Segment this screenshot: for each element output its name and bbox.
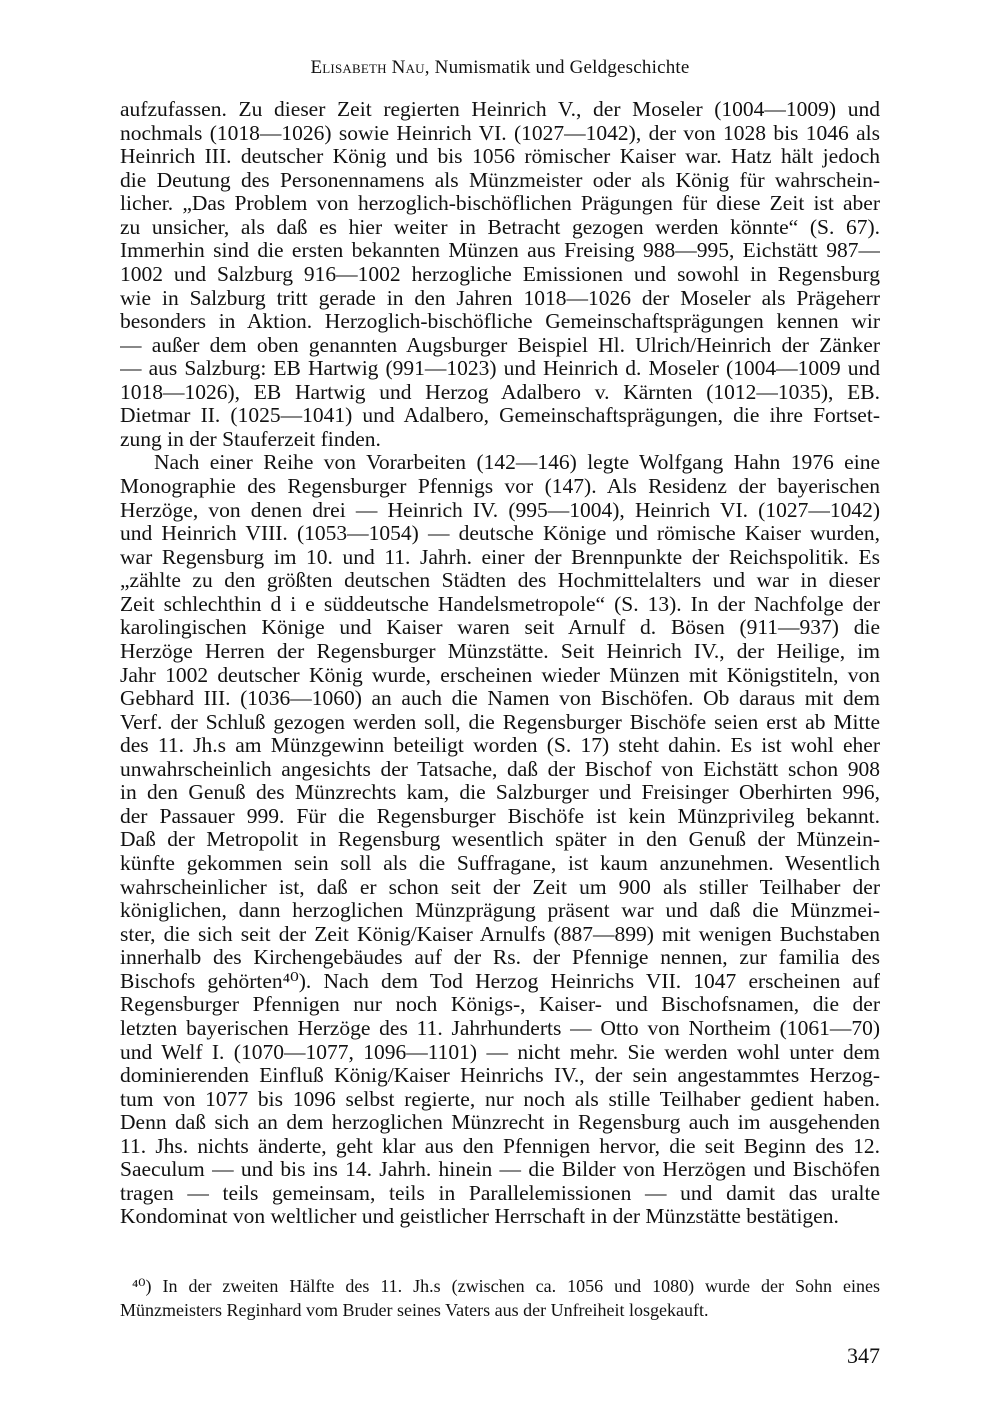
text-line: Gebhard III. (1036—1060) an auch die Namen von Bischöfen. Ob daraus mit dem: [120, 687, 880, 711]
text-line: letzten bayerischen Herzöge des 11. Jahrhunderts — Otto von Northeim (1061—70): [120, 1016, 880, 1040]
text-line: unwahrscheinlich angesichts der Tatsache, daß der Bischof von Eichstätt schon 908: [120, 757, 880, 781]
page-number: 347: [847, 1343, 880, 1368]
text-line: Monographie des Regensburger Pfennigs vor (147). Als Residenz der bayerischen: [120, 475, 880, 498]
text-line: aufzufassen. Zu dieser Zeit regierten Heinrich V., der Moseler (1004—1009) und: [120, 98, 880, 121]
text-line: besonders in Aktion. Herzoglich-bischöfliche Gemeinschaftsprägungen kennen wir: [120, 310, 880, 334]
text-line: zung in der Stauferzeit finden.: [120, 427, 381, 451]
text-line: der Passauer 999. Für die Regensburger Bischöfe ist kein Münzprivileg bekannt.: [120, 804, 880, 828]
text-line: Kondominat von weltlicher und geistlicher Herrschaft in der Münzstätte bestätigen.: [120, 1205, 839, 1229]
running-header: [0, 57, 1000, 79]
text-line: ster, die sich seit der Zeit König/Kaiser Arnulfs (887—899) mit wenigen Buchstaben: [120, 922, 880, 946]
text-line: zu unsicher, als daß es hier weiter in Betracht gezogen werden könnte“ (S. 67).: [120, 215, 880, 239]
body-text: [120, 98, 880, 1229]
text-line: tragen — teils gemeinsam, teils in Parallelemissionen — und damit das uralte: [120, 1181, 880, 1205]
text-line: 1002 und Salzburg 916—1002 herzogliche Emissionen und sowohl in Regensburg: [120, 262, 880, 286]
text-line: künfte gekommen sein soll als die Suffragane, ist kaum anzunehmen. Wesentlich: [120, 852, 880, 875]
text-line: licher. „Das Problem von herzoglich-bischöflichen Prägungen für diese Zeit ist aber: [120, 192, 880, 216]
text-line: und Welf I. (1070—1077, 1096—1101) — nicht mehr. Sie werden wohl unter dem: [120, 1040, 880, 1064]
text-line: Nach einer Reihe von Vorarbeiten (142—146) legte Wolfgang Hahn 1976 eine: [154, 451, 880, 475]
text-line: und Heinrich VIII. (1053—1054) — deutsche Könige und römische Kaiser wurden,: [120, 522, 880, 546]
text-line: Verf. der Schluß gezogen werden soll, die Regensburger Bischöfe seien erst ab Mitte: [120, 710, 880, 734]
text-line: wie in Salzburg tritt gerade in den Jahren 1018—1026 der Moseler als Prägeherr: [120, 286, 880, 310]
text-line: Immerhin sind die ersten bekannten Münzen aus Freising 988—995, Eichstätt 987—: [120, 239, 880, 263]
text-line: die Deutung des Personennamens als Münzmeister oder als König für wahrschein-: [120, 168, 880, 192]
header-author: Elisabeth Nau: [310, 57, 425, 78]
footnote-line: Münzmeisters Reginhard vom Bruder seines Vaters aus der Unfreiheit losgekauft.: [120, 1300, 709, 1320]
text-line: — außer dem oben genannten Augsburger Beispiel Hl. Ulrich/Heinrich der Zänker: [120, 333, 880, 357]
text-line: in den Genuß des Münzrechts kam, die Salzburger und Freisinger Oberhirten 996,: [120, 781, 880, 805]
text-line: nochmals (1018—1026) sowie Heinrich VI. (1027—1042), der von 1028 bis 1046 als: [120, 121, 880, 145]
text-line: innerhalb des Kirchengebäudes auf der Rs. der Pfennige nennen, zur familia des: [120, 946, 880, 970]
text-line: Saeculum — und bis ins 14. Jahrh. hinein — die Bilder von Herzögen und Bischöfen: [120, 1158, 880, 1182]
text-line: Daß der Metropolit in Regensburg wesentlich später in den Genuß der Münzein-: [120, 828, 880, 852]
header-title: , Numismatik und Geldgeschichte: [424, 57, 690, 78]
text-line: des 11. Jh.s am Münzgewinn beteiligt worden (S. 17) steht dahin. Es ist wohl eher: [120, 734, 880, 758]
footnotes: [120, 1274, 880, 1322]
text-line: „zählte zu den größten deutschen Städten des Hochmittelalters und war in dieser: [120, 569, 880, 593]
text-line: Heinrich III. deutscher König und bis 1056 römischer Kaiser war. Hatz hält jedoch: [120, 145, 880, 169]
text-line: war Regensburg im 10. und 11. Jahrh. einer der Brennpunkte der Reichspolitik. Es: [120, 545, 880, 569]
text-line: Herzöge, von denen drei — Heinrich IV. (995—1004), Heinrich VI. (1027—1042): [120, 498, 880, 522]
text-line: Dietmar II. (1025—1041) und Adalbero, Gemeinschaftsprägungen, die ihre Fortset-: [120, 404, 880, 428]
text-line: tum von 1077 bis 1096 selbst regierte, nur noch als stille Teilhaber gedient haben.: [120, 1087, 880, 1111]
text-line: königlichen, dann herzoglichen Münzprägung präsent war und daß die Münzmei-: [120, 899, 880, 923]
text-line: — aus Salzburg: EB Hartwig (991—1023) und Heinrich d. Moseler (1004—1009 und: [120, 357, 880, 381]
text-line: Herzöge Herren der Regensburger Münzstätte. Seit Heinrich IV., der Heilige, im: [120, 639, 880, 663]
text-line: karolingischen Könige und Kaiser waren seit Arnulf d. Bösen (911—937) die: [120, 616, 880, 640]
text-line: Jahr 1002 deutscher König wurde, erscheinen wieder Münzen mit Königstiteln, von: [120, 663, 880, 687]
text-line: 11. Jhs. nichts änderte, geht klar aus den Pfennigen hervor, die seit Beginn des 12.: [120, 1134, 880, 1158]
text-line: Bischofs gehörten⁴⁰). Nach dem Tod Herzog Heinrichs VII. 1047 erscheinen auf: [120, 969, 880, 993]
text-line: dominierenden Einfluß König/Kaiser Heinrichs IV., der sein angestammtes Herzog-: [120, 1064, 880, 1088]
text-line: wahrscheinlicher ist, daß er schon seit der Zeit um 900 als stiller Teilhaber der: [120, 875, 880, 899]
text-line: Zeit schlechthin d i e süddeutsche Handelsmetropole“ (S. 13). In der Nachfolge der: [120, 592, 880, 616]
footnote-line: ⁴⁰) In der zweiten Hälfte des 11. Jh.s (zwischen ca. 1056 und 1080) wurde der Sohn eines: [132, 1276, 880, 1296]
text-line: 1018—1026), EB Hartwig und Herzog Adalbero v. Kärnten (1012—1035), EB.: [120, 380, 880, 404]
text-line: Denn daß sich an dem herzoglichen Münzrecht in Regensburg auch im ausgehenden: [120, 1111, 880, 1135]
text-line: Regensburger Pfennigen nur noch Königs-, Kaiser- und Bischofsnamen, die der: [120, 993, 880, 1017]
